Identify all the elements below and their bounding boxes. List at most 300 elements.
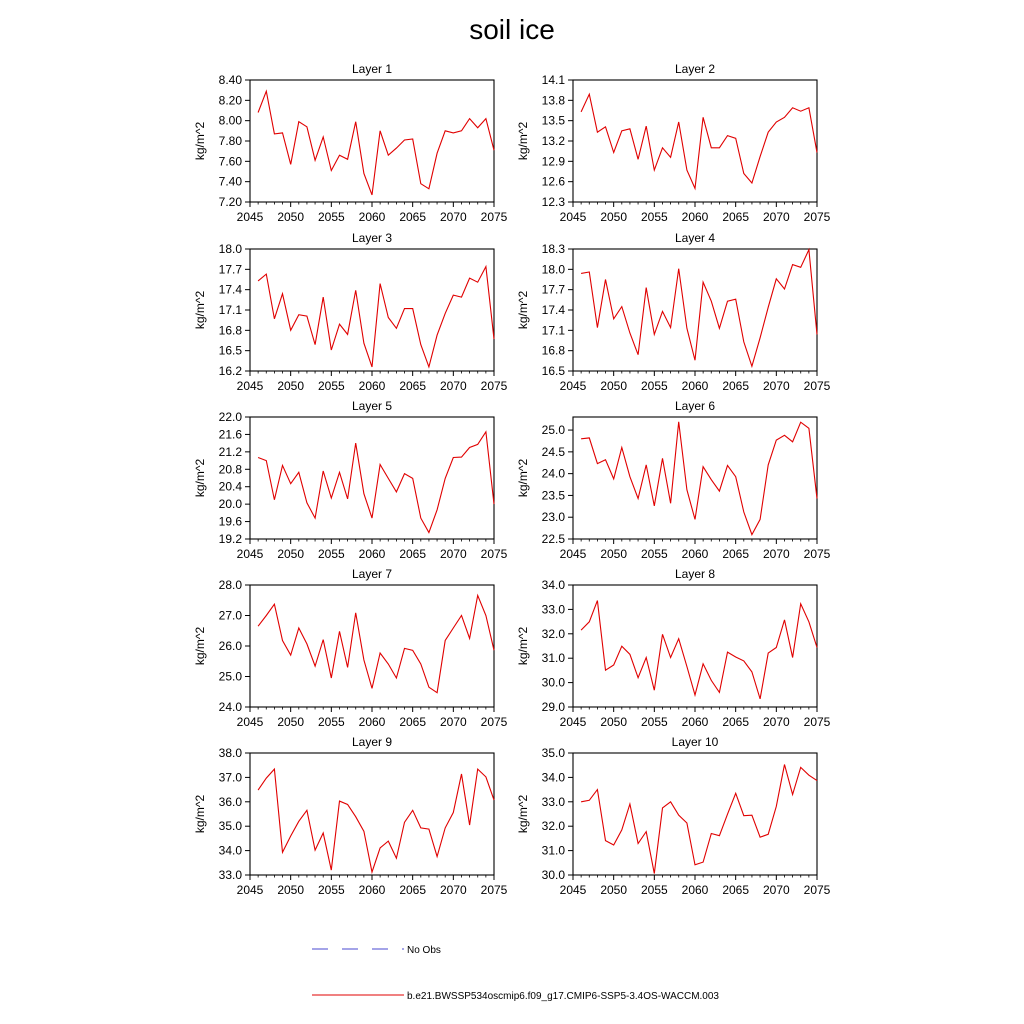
data-point bbox=[412, 138, 413, 139]
data-point bbox=[629, 476, 630, 477]
data-point bbox=[581, 111, 582, 112]
data-point bbox=[605, 459, 606, 460]
x-tick-label: 2055 bbox=[317, 883, 345, 897]
data-point bbox=[331, 497, 332, 498]
data-point bbox=[493, 799, 494, 800]
data-point bbox=[686, 170, 687, 171]
y-axis-label: kg/m^2 bbox=[516, 626, 530, 666]
data-point bbox=[662, 311, 663, 312]
x-tick-label: 2060 bbox=[681, 379, 709, 393]
data-point bbox=[646, 287, 647, 288]
data-point bbox=[784, 288, 785, 289]
plot-frame bbox=[250, 417, 494, 539]
data-point bbox=[347, 159, 348, 160]
data-point bbox=[282, 640, 283, 641]
data-point bbox=[613, 152, 614, 153]
data-point bbox=[380, 464, 381, 465]
series-line bbox=[258, 769, 494, 872]
data-point bbox=[274, 499, 275, 500]
plot-frame bbox=[250, 753, 494, 875]
data-point bbox=[670, 801, 671, 802]
data-point bbox=[589, 437, 590, 438]
y-tick-label: 17.4 bbox=[218, 282, 242, 297]
data-point bbox=[274, 133, 275, 134]
data-point bbox=[363, 173, 364, 174]
y-tick-label: 20.4 bbox=[218, 479, 242, 494]
x-tick-label: 2045 bbox=[236, 715, 264, 729]
data-point bbox=[331, 677, 332, 678]
data-point bbox=[792, 107, 793, 108]
data-point bbox=[735, 656, 736, 657]
x-tick-label: 2045 bbox=[559, 547, 587, 561]
data-point bbox=[751, 534, 752, 535]
data-point bbox=[654, 873, 655, 874]
x-tick-label: 2070 bbox=[439, 379, 467, 393]
data-point bbox=[477, 282, 478, 283]
data-point bbox=[768, 307, 769, 308]
data-point bbox=[589, 621, 590, 622]
data-point bbox=[735, 476, 736, 477]
data-point bbox=[816, 498, 817, 499]
data-point bbox=[396, 148, 397, 149]
data-point bbox=[711, 479, 712, 480]
data-point bbox=[621, 646, 622, 647]
data-point bbox=[420, 517, 421, 518]
data-point bbox=[686, 328, 687, 329]
data-point bbox=[445, 478, 446, 479]
data-point bbox=[461, 297, 462, 298]
y-axis-label: kg/m^2 bbox=[516, 794, 530, 834]
data-point bbox=[266, 615, 267, 616]
y-tick-label: 13.2 bbox=[541, 134, 565, 148]
x-tick-label: 2070 bbox=[762, 210, 790, 224]
data-point bbox=[816, 334, 817, 335]
data-point bbox=[298, 121, 299, 122]
x-tick-label: 2060 bbox=[358, 715, 386, 729]
data-point bbox=[759, 519, 760, 520]
data-point bbox=[355, 443, 356, 444]
series-line bbox=[581, 765, 817, 874]
x-tick-label: 2065 bbox=[722, 547, 750, 561]
subplot-title: Layer 7 bbox=[351, 567, 393, 581]
y-tick-label: 17.4 bbox=[541, 303, 565, 317]
data-point bbox=[759, 156, 760, 157]
data-point bbox=[428, 829, 429, 830]
x-tick-label: 2055 bbox=[640, 547, 668, 561]
data-point bbox=[743, 660, 744, 661]
data-point bbox=[355, 121, 356, 122]
data-point bbox=[493, 150, 494, 151]
y-tick-label: 17.7 bbox=[541, 282, 565, 297]
x-tick-label: 2055 bbox=[640, 379, 668, 393]
y-tick-label: 32.0 bbox=[541, 626, 565, 641]
y-tick-label: 30.0 bbox=[541, 868, 565, 882]
x-tick-label: 2045 bbox=[236, 883, 264, 897]
subplot-title: Layer 8 bbox=[674, 567, 716, 581]
data-point bbox=[808, 107, 809, 108]
x-tick-label: 2055 bbox=[317, 547, 345, 561]
data-point bbox=[469, 118, 470, 119]
data-point bbox=[727, 301, 728, 302]
y-tick-label: 7.60 bbox=[218, 154, 242, 169]
data-point bbox=[621, 829, 622, 830]
x-tick-label: 2045 bbox=[236, 379, 264, 393]
data-point bbox=[371, 366, 372, 367]
x-tick-label: 2075 bbox=[803, 547, 831, 561]
y-axis-label: kg/m^2 bbox=[193, 121, 207, 161]
y-tick-label: 23.0 bbox=[541, 510, 565, 525]
y-tick-label: 20.8 bbox=[218, 462, 242, 477]
data-point bbox=[694, 519, 695, 520]
data-point bbox=[258, 626, 259, 627]
subplot-title: Layer 3 bbox=[351, 231, 393, 245]
data-point bbox=[629, 332, 630, 333]
y-tick-label: 23.5 bbox=[541, 488, 565, 503]
y-tick-label: 7.20 bbox=[218, 195, 242, 209]
x-tick-label: 2055 bbox=[317, 210, 345, 224]
data-point bbox=[719, 835, 720, 836]
data-point bbox=[339, 324, 340, 325]
subplot-title: Layer 1 bbox=[351, 62, 393, 76]
data-point bbox=[605, 840, 606, 841]
data-point bbox=[711, 680, 712, 681]
y-tick-label: 8.40 bbox=[218, 73, 242, 87]
data-point bbox=[371, 871, 372, 872]
y-tick-label: 7.40 bbox=[218, 174, 242, 189]
y-tick-label: 24.5 bbox=[541, 444, 565, 459]
data-point bbox=[670, 327, 671, 328]
y-tick-label: 34.0 bbox=[218, 843, 242, 858]
legend-label-model: b.e21.BWSSP534oscmip6.f09_g17.CMIP6-SSP5-3.4OS-WACCM.003 bbox=[407, 991, 719, 1002]
y-tick-label: 33.0 bbox=[541, 794, 565, 809]
data-point bbox=[363, 831, 364, 832]
legend bbox=[312, 945, 719, 1002]
data-point bbox=[453, 812, 454, 813]
y-tick-label: 8.20 bbox=[218, 93, 242, 108]
data-point bbox=[597, 132, 598, 133]
data-point bbox=[323, 832, 324, 833]
data-point bbox=[339, 631, 340, 632]
data-point bbox=[678, 638, 679, 639]
data-point bbox=[719, 692, 720, 693]
data-point bbox=[678, 268, 679, 269]
x-tick-label: 2060 bbox=[681, 547, 709, 561]
data-point bbox=[477, 769, 478, 770]
y-tick-label: 27.0 bbox=[218, 608, 242, 623]
data-point bbox=[282, 852, 283, 853]
series-line bbox=[581, 601, 817, 699]
x-tick-label: 2070 bbox=[439, 210, 467, 224]
data-point bbox=[613, 844, 614, 845]
x-tick-label: 2045 bbox=[559, 883, 587, 897]
y-tick-label: 19.2 bbox=[218, 532, 242, 546]
data-point bbox=[816, 647, 817, 648]
data-point bbox=[339, 155, 340, 156]
data-point bbox=[420, 663, 421, 664]
data-point bbox=[727, 465, 728, 466]
data-point bbox=[613, 664, 614, 665]
x-tick-label: 2050 bbox=[277, 883, 305, 897]
data-point bbox=[380, 847, 381, 848]
y-tick-label: 18.0 bbox=[218, 242, 242, 256]
data-point bbox=[621, 306, 622, 307]
subplot-title: Layer 4 bbox=[674, 231, 716, 245]
data-point bbox=[363, 343, 364, 344]
data-point bbox=[581, 438, 582, 439]
data-point bbox=[453, 627, 454, 628]
data-point bbox=[646, 831, 647, 832]
data-point bbox=[800, 603, 801, 604]
data-point bbox=[646, 657, 647, 658]
data-point bbox=[445, 313, 446, 314]
data-point bbox=[776, 439, 777, 440]
data-point bbox=[331, 870, 332, 871]
x-tick-label: 2075 bbox=[480, 547, 508, 561]
x-tick-label: 2055 bbox=[640, 210, 668, 224]
data-point bbox=[759, 837, 760, 838]
plot-frame bbox=[573, 753, 817, 875]
data-point bbox=[751, 671, 752, 672]
data-point bbox=[646, 125, 647, 126]
data-point bbox=[331, 170, 332, 171]
data-point bbox=[420, 344, 421, 345]
subplot-title: Layer 5 bbox=[351, 399, 393, 413]
y-tick-label: 28.0 bbox=[218, 578, 242, 592]
x-tick-label: 2070 bbox=[762, 547, 790, 561]
data-point bbox=[347, 498, 348, 499]
x-tick-label: 2055 bbox=[640, 715, 668, 729]
x-tick-label: 2060 bbox=[358, 547, 386, 561]
data-point bbox=[306, 810, 307, 811]
x-tick-label: 2065 bbox=[399, 547, 427, 561]
data-point bbox=[646, 464, 647, 465]
series-line bbox=[258, 91, 494, 195]
data-point bbox=[654, 690, 655, 691]
y-tick-label: 34.0 bbox=[541, 770, 565, 785]
data-point bbox=[453, 294, 454, 295]
data-point bbox=[751, 182, 752, 183]
x-tick-label: 2050 bbox=[277, 379, 305, 393]
x-tick-label: 2055 bbox=[640, 883, 668, 897]
y-axis-label: kg/m^2 bbox=[193, 626, 207, 666]
data-point bbox=[323, 136, 324, 137]
data-point bbox=[445, 130, 446, 131]
data-point bbox=[597, 600, 598, 601]
x-tick-label: 2070 bbox=[439, 547, 467, 561]
data-point bbox=[453, 132, 454, 133]
y-axis-label: kg/m^2 bbox=[193, 794, 207, 834]
data-point bbox=[662, 634, 663, 635]
y-tick-label: 25.0 bbox=[541, 423, 565, 438]
data-point bbox=[800, 422, 801, 423]
data-point bbox=[629, 654, 630, 655]
series-line bbox=[258, 595, 494, 692]
data-point bbox=[314, 160, 315, 161]
subplot-9 bbox=[193, 735, 508, 897]
x-tick-label: 2050 bbox=[277, 210, 305, 224]
subplot-3 bbox=[193, 231, 508, 393]
y-tick-label: 12.6 bbox=[541, 174, 565, 189]
data-point bbox=[808, 621, 809, 622]
data-point bbox=[670, 157, 671, 158]
data-point bbox=[380, 283, 381, 284]
data-point bbox=[613, 318, 614, 319]
y-tick-label: 16.5 bbox=[541, 364, 565, 378]
data-point bbox=[371, 688, 372, 689]
data-point bbox=[469, 447, 470, 448]
data-point bbox=[404, 139, 405, 140]
data-point bbox=[282, 293, 283, 294]
data-point bbox=[597, 327, 598, 328]
data-point bbox=[776, 121, 777, 122]
data-point bbox=[306, 643, 307, 644]
data-point bbox=[282, 132, 283, 133]
data-point bbox=[298, 472, 299, 473]
x-tick-label: 2065 bbox=[722, 210, 750, 224]
data-point bbox=[306, 502, 307, 503]
subplot-7 bbox=[193, 567, 508, 729]
data-point bbox=[581, 801, 582, 802]
data-point bbox=[323, 297, 324, 298]
data-point bbox=[469, 278, 470, 279]
data-point bbox=[589, 800, 590, 801]
data-point bbox=[759, 337, 760, 338]
data-point bbox=[298, 314, 299, 315]
data-point bbox=[388, 155, 389, 156]
data-point bbox=[654, 170, 655, 171]
data-point bbox=[428, 532, 429, 533]
data-point bbox=[613, 478, 614, 479]
data-point bbox=[436, 153, 437, 154]
plot-frame bbox=[250, 80, 494, 202]
y-tick-label: 36.0 bbox=[218, 794, 242, 809]
data-point bbox=[347, 334, 348, 335]
data-point bbox=[420, 183, 421, 184]
data-point bbox=[428, 366, 429, 367]
y-tick-label: 34.0 bbox=[541, 578, 565, 592]
data-point bbox=[404, 822, 405, 823]
data-point bbox=[388, 663, 389, 664]
data-point bbox=[477, 127, 478, 128]
x-tick-label: 2045 bbox=[559, 379, 587, 393]
y-tick-label: 24.0 bbox=[541, 466, 565, 481]
data-point bbox=[331, 349, 332, 350]
x-tick-label: 2060 bbox=[358, 883, 386, 897]
y-tick-label: 25.0 bbox=[218, 669, 242, 684]
data-point bbox=[776, 278, 777, 279]
data-point bbox=[751, 366, 752, 367]
y-tick-label: 21.6 bbox=[218, 427, 242, 442]
data-point bbox=[727, 814, 728, 815]
x-tick-label: 2075 bbox=[480, 715, 508, 729]
data-point bbox=[662, 807, 663, 808]
data-point bbox=[581, 273, 582, 274]
data-point bbox=[776, 647, 777, 648]
data-point bbox=[380, 130, 381, 131]
data-point bbox=[412, 478, 413, 479]
data-point bbox=[445, 827, 446, 828]
data-point bbox=[266, 778, 267, 779]
data-point bbox=[306, 126, 307, 127]
data-point bbox=[428, 188, 429, 189]
data-point bbox=[485, 776, 486, 777]
data-point bbox=[485, 266, 486, 267]
x-tick-label: 2070 bbox=[439, 883, 467, 897]
data-point bbox=[800, 767, 801, 768]
x-tick-label: 2060 bbox=[681, 883, 709, 897]
y-tick-label: 37.0 bbox=[218, 770, 242, 785]
data-point bbox=[258, 789, 259, 790]
subplot-2 bbox=[516, 62, 831, 224]
x-tick-label: 2065 bbox=[399, 715, 427, 729]
data-point bbox=[768, 834, 769, 835]
data-point bbox=[800, 111, 801, 112]
data-point bbox=[355, 290, 356, 291]
data-point bbox=[436, 692, 437, 693]
data-point bbox=[493, 339, 494, 340]
y-tick-label: 16.8 bbox=[541, 343, 565, 358]
x-tick-label: 2060 bbox=[358, 379, 386, 393]
subplot-title: Layer 6 bbox=[674, 399, 716, 413]
x-tick-label: 2065 bbox=[399, 883, 427, 897]
data-point bbox=[266, 460, 267, 461]
x-tick-label: 2075 bbox=[803, 379, 831, 393]
data-point bbox=[412, 810, 413, 811]
data-point bbox=[735, 793, 736, 794]
data-point bbox=[314, 517, 315, 518]
data-point bbox=[396, 491, 397, 492]
data-point bbox=[743, 341, 744, 342]
data-point bbox=[314, 344, 315, 345]
data-point bbox=[380, 652, 381, 653]
series-line bbox=[581, 94, 817, 188]
x-tick-label: 2070 bbox=[439, 715, 467, 729]
data-point bbox=[314, 850, 315, 851]
y-tick-label: 29.0 bbox=[541, 700, 565, 714]
y-tick-label: 21.2 bbox=[218, 444, 242, 459]
data-point bbox=[605, 670, 606, 671]
data-point bbox=[597, 789, 598, 790]
x-tick-label: 2050 bbox=[277, 547, 305, 561]
data-point bbox=[274, 604, 275, 605]
y-tick-label: 8.00 bbox=[218, 113, 242, 128]
data-point bbox=[654, 334, 655, 335]
x-tick-label: 2065 bbox=[722, 715, 750, 729]
data-point bbox=[670, 503, 671, 504]
data-point bbox=[654, 505, 655, 506]
data-point bbox=[621, 130, 622, 131]
x-tick-label: 2055 bbox=[317, 715, 345, 729]
data-point bbox=[637, 354, 638, 355]
data-point bbox=[759, 698, 760, 699]
data-point bbox=[461, 456, 462, 457]
x-tick-label: 2070 bbox=[762, 379, 790, 393]
data-point bbox=[436, 334, 437, 335]
data-point bbox=[388, 840, 389, 841]
data-point bbox=[412, 650, 413, 651]
x-tick-label: 2050 bbox=[600, 547, 628, 561]
y-tick-label: 14.1 bbox=[541, 73, 565, 87]
series-line bbox=[581, 250, 817, 367]
data-point bbox=[485, 431, 486, 432]
data-point bbox=[347, 804, 348, 805]
data-point bbox=[396, 858, 397, 859]
y-tick-label: 18.3 bbox=[541, 242, 565, 256]
x-tick-label: 2075 bbox=[480, 210, 508, 224]
y-tick-label: 17.1 bbox=[218, 303, 242, 317]
data-point bbox=[792, 264, 793, 265]
subplot-1 bbox=[193, 62, 508, 224]
